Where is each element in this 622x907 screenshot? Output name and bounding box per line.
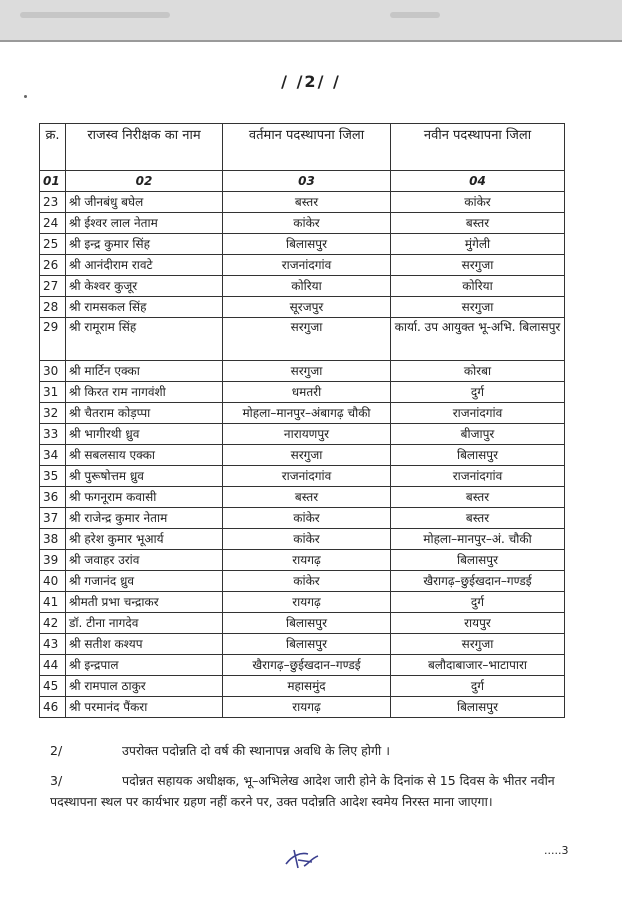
row-current-district: बस्तर (223, 487, 391, 508)
row-name: श्री किरत राम नागवंशी (66, 382, 223, 403)
row-serial: 33 (40, 424, 66, 445)
row-new-district: बिलासपुर (391, 445, 565, 466)
row-new-district: दुर्ग (391, 592, 565, 613)
row-name: श्री सबलसाय एक्का (66, 445, 223, 466)
row-serial: 28 (40, 297, 66, 318)
row-name: श्री भागीरथी ध्रुव (66, 424, 223, 445)
row-current-district: सरगुजा (223, 445, 391, 466)
table-row (40, 403, 565, 424)
row-current-district: कांकेर (223, 571, 391, 592)
row-new-district: कांकेर (391, 192, 565, 213)
table-row (40, 676, 565, 697)
table-row (40, 445, 565, 466)
table-row (40, 697, 565, 718)
blurred-header-text (20, 12, 170, 18)
table-row (40, 361, 565, 382)
row-serial: 31 (40, 382, 66, 403)
row-serial: 40 (40, 571, 66, 592)
row-serial: 36 (40, 487, 66, 508)
row-new-district: दुर्ग (391, 676, 565, 697)
row-name: श्री सतीश कश्यप (66, 634, 223, 655)
row-new-district: बस्तर (391, 213, 565, 234)
row-current-district: खैरागढ़–छुईखदान–गण्डई (223, 655, 391, 676)
row-serial: 43 (40, 634, 66, 655)
table-row (40, 297, 565, 318)
row-name: श्री चैतराम कोड़प्पा (66, 403, 223, 424)
column-number: 03 (223, 171, 391, 192)
row-current-district: सूरजपुर (223, 297, 391, 318)
row-serial: 41 (40, 592, 66, 613)
row-new-district: बस्तर (391, 487, 565, 508)
row-name: श्री रामपाल ठाकुर (66, 676, 223, 697)
row-serial: 35 (40, 466, 66, 487)
row-current-district: मोहला–मानपुर–अंबागढ़ चौकी (223, 403, 391, 424)
table-row (40, 466, 565, 487)
header-name: राजस्व निरीक्षक का नाम (66, 124, 223, 171)
paragraph-2 (50, 740, 570, 761)
row-current-district: बिलासपुर (223, 634, 391, 655)
row-new-district: सरगुजा (391, 297, 565, 318)
blurred-header-text (390, 12, 440, 18)
table-row (40, 508, 565, 529)
header-serial: क्र. (40, 124, 66, 171)
paragraph-3 (50, 770, 570, 812)
row-current-district: रायगढ़ (223, 592, 391, 613)
table-row (40, 550, 565, 571)
row-serial: 42 (40, 613, 66, 634)
row-current-district: बिलासपुर (223, 234, 391, 255)
row-current-district: रायगढ़ (223, 697, 391, 718)
row-new-district: रायपुर (391, 613, 565, 634)
continuation-marker: .....3 (544, 844, 569, 857)
row-new-district: मोहला–मानपुर–अं. चौकी (391, 529, 565, 550)
row-name: श्री केश्वर कुजूर (66, 276, 223, 297)
paragraph-label: 3/ (50, 773, 63, 788)
row-new-district: खैरागढ़–छुईखदान–गण्डई (391, 571, 565, 592)
row-name: श्री जीनबंधु बघेल (66, 192, 223, 213)
row-new-district: दुर्ग (391, 382, 565, 403)
row-serial: 24 (40, 213, 66, 234)
row-serial: 46 (40, 697, 66, 718)
row-name: श्री मार्टिन एक्का (66, 361, 223, 382)
row-new-district: बिलासपुर (391, 550, 565, 571)
row-name: श्री गजानंद ध्रुव (66, 571, 223, 592)
scan-speck (24, 95, 27, 98)
row-current-district: कांकेर (223, 529, 391, 550)
row-current-district: बिलासपुर (223, 613, 391, 634)
row-current-district: नारायणपुर (223, 424, 391, 445)
row-current-district: सरगुजा (223, 318, 391, 361)
row-serial: 37 (40, 508, 66, 529)
row-serial: 29 (40, 318, 66, 361)
table-header-row (40, 124, 565, 171)
row-new-district: मुंगेली (391, 234, 565, 255)
row-name: श्री ईश्वर लाल नेताम (66, 213, 223, 234)
row-new-district: बस्तर (391, 508, 565, 529)
row-name: श्री फगनूराम कवासी (66, 487, 223, 508)
row-serial: 27 (40, 276, 66, 297)
row-serial: 26 (40, 255, 66, 276)
row-serial: 23 (40, 192, 66, 213)
row-current-district: धमतरी (223, 382, 391, 403)
table-row (40, 234, 565, 255)
header-new-district: नवीन पदस्थापना जिला (391, 124, 565, 171)
transfer-table (39, 123, 565, 718)
column-number: 04 (391, 171, 565, 192)
row-serial: 34 (40, 445, 66, 466)
row-serial: 32 (40, 403, 66, 424)
row-name: श्रीमती प्रभा चन्द्राकर (66, 592, 223, 613)
row-new-district: बलौदाबाजार–भाटापारा (391, 655, 565, 676)
row-current-district: बस्तर (223, 192, 391, 213)
table-row (40, 613, 565, 634)
row-new-district: राजनांदगांव (391, 403, 565, 424)
row-serial: 39 (40, 550, 66, 571)
table-row (40, 655, 565, 676)
row-new-district: कार्या. उप आयुक्त भू-अभि. बिलासपुर (391, 318, 565, 361)
table-row (40, 318, 565, 361)
row-current-district: राजनांदगांव (223, 466, 391, 487)
row-current-district: कांकेर (223, 508, 391, 529)
row-new-district: राजनांदगांव (391, 466, 565, 487)
row-current-district: महासमुंद (223, 676, 391, 697)
row-current-district: सरगुजा (223, 361, 391, 382)
row-serial: 25 (40, 234, 66, 255)
row-name: श्री परमानंद पैंकरा (66, 697, 223, 718)
table-row (40, 529, 565, 550)
table-row (40, 255, 565, 276)
header-current-district: वर्तमान पदस्थापना जिला (223, 124, 391, 171)
signature-mark (282, 846, 322, 872)
row-new-district: कोरबा (391, 361, 565, 382)
row-current-district: कोरिया (223, 276, 391, 297)
row-current-district: रायगढ़ (223, 550, 391, 571)
row-serial: 30 (40, 361, 66, 382)
row-name: श्री इन्द्रपाल (66, 655, 223, 676)
row-name: श्री राजेन्द्र कुमार नेताम (66, 508, 223, 529)
scanner-top-bar (0, 0, 622, 40)
row-name: श्री हरेश कुमार भूआर्य (66, 529, 223, 550)
row-new-district: कोरिया (391, 276, 565, 297)
paragraph-text: उपरोक्त पदोन्नति दो वर्ष की स्थानापन्न अवधि के लिए होगी । (122, 743, 390, 758)
row-new-district: बीजापुर (391, 424, 565, 445)
row-serial: 45 (40, 676, 66, 697)
row-name: श्री पुरूषोत्तम ध्रुव (66, 466, 223, 487)
table-row (40, 634, 565, 655)
column-number: 02 (66, 171, 223, 192)
table-row (40, 592, 565, 613)
row-name: श्री रामूराम सिंह (66, 318, 223, 361)
table-row (40, 487, 565, 508)
row-name: डॉ. टीना नागदेव (66, 613, 223, 634)
row-serial: 38 (40, 529, 66, 550)
row-current-district: राजनांदगांव (223, 255, 391, 276)
page-marker: / /2/ / (281, 72, 341, 91)
table-row (40, 213, 565, 234)
row-name: श्री इन्द्र कुमार सिंह (66, 234, 223, 255)
column-number-row (40, 171, 565, 192)
divider (0, 40, 622, 42)
paragraph-text: पदोन्नत सहायक अधीक्षक, भू–अभिलेख आदेश जारी होने के दिनांक से 15 दिवस के भीतर नवीन पदस्थापना स्थल पर कार्यभार ग्रहण नहीं करने पर, उक्त पदोन्नति आदेश स्वमेय निरस्त माना जाएगा। (50, 773, 555, 809)
table-row (40, 192, 565, 213)
row-current-district: कांकेर (223, 213, 391, 234)
row-new-district: सरगुजा (391, 255, 565, 276)
column-number: 01 (40, 171, 66, 192)
row-name: श्री जवाहर उरांव (66, 550, 223, 571)
row-name: श्री रामसकल सिंह (66, 297, 223, 318)
row-name: श्री आनंदीराम रावटे (66, 255, 223, 276)
paragraph-label: 2/ (50, 743, 63, 758)
table-row (40, 276, 565, 297)
table-row (40, 424, 565, 445)
row-new-district: बिलासपुर (391, 697, 565, 718)
table-row (40, 382, 565, 403)
row-new-district: सरगुजा (391, 634, 565, 655)
table-row (40, 571, 565, 592)
row-serial: 44 (40, 655, 66, 676)
